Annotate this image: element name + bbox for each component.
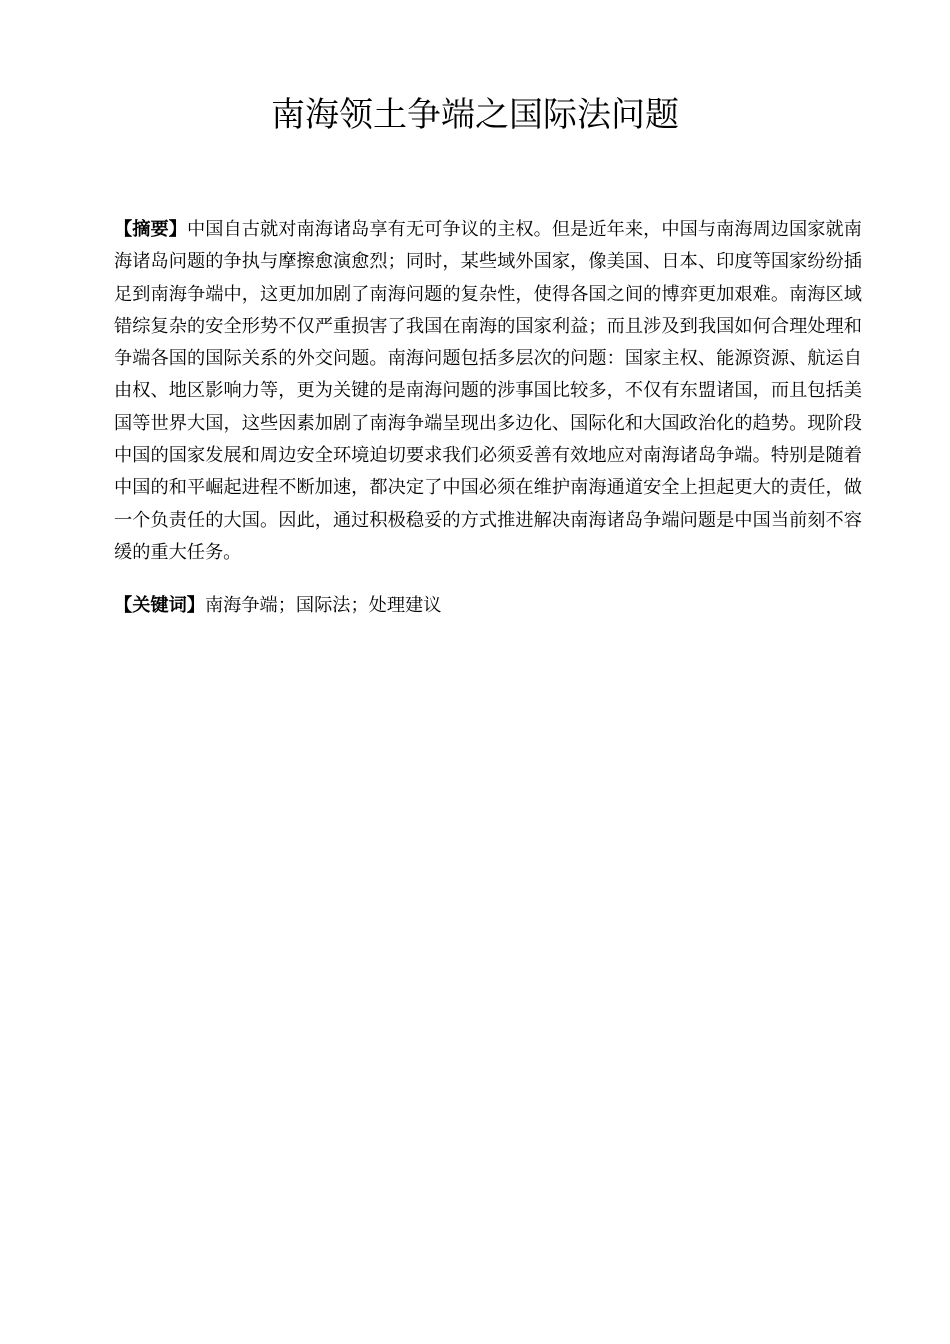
keywords-label: 【关键词】 bbox=[114, 595, 205, 616]
keywords-paragraph bbox=[114, 590, 862, 622]
abstract-label: 【摘要】 bbox=[114, 219, 187, 240]
keywords-text: 南海争端；国际法；处理建议 bbox=[204, 595, 442, 616]
abstract-text: 中国自古就对南海诸岛享有无可争议的主权。但是近年来，中国与南海周边国家就南海诸岛问题的争执与摩擦愈演愈烈；同时，某些域外国家，像美国、日本、印度等国家纷纷插足到南海争端中，这更加加剧了南海问题的复杂性，使得各国之间的博弈更加艰难。南海区域错综复杂的安全形势不仅严重损害了我国在南海的国家利益；而且涉及到我国如何合理处理和争端各国的国际关系的外交问题。南海问题包括多层次的问题：国家主权、能源资源、航运自由权、地区影响力等，更为关键的是南海问题的涉事国比较多，不仅有东盟诸国，而且包括美国等世界大国，这些因素加剧了南海争端呈现出多边化、国际化和大国政治化的趋势。现阶段中国的国家发展和周边安全环境迫切要求我们必须妥善有效地应对南海诸岛争端。特别是随着中国的和平崛起进程不断加速，都决定了中国必须在维护南海通道安全上担起更大的责任，做一个负责任的大国。因此，通过积极稳妥的方式推进解决南海诸岛争端问题是中国当前刻不容缓的重大任务。 bbox=[114, 219, 862, 563]
abstract-paragraph bbox=[114, 214, 862, 569]
page-title: 南海领土争端之国际法问题 bbox=[271, 94, 679, 135]
